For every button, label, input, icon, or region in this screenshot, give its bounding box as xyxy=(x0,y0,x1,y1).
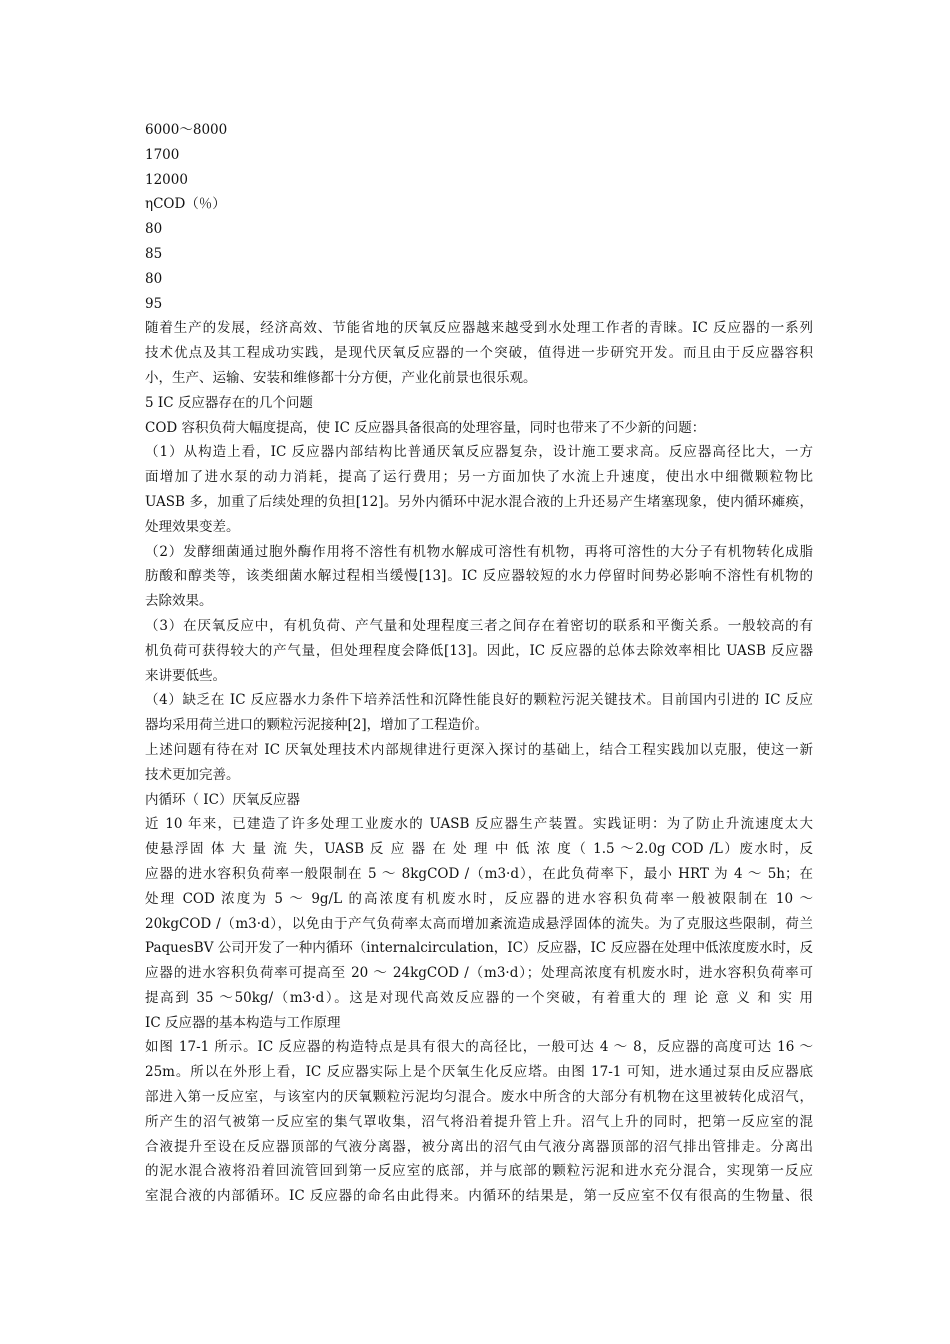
text-line: 1700 xyxy=(145,146,180,163)
text-line: 的泥水混合液将沿着回流管回到第一反应室的底部，并与底部的颗粒污泥和进水充分混合，实现第一反应 xyxy=(145,1163,813,1180)
text-line: 面增加了进水泵的动力消耗，提高了运行费用；另一方面加快了水流上升速度，使出水中细微颗粒物比 xyxy=(145,469,813,486)
text-line: 使悬浮固 体 大 量 流 失，UASB 反 应 器 在 处 理 中 低 浓 度（ 1.5 ～2.0g COD /L）废水时，反 xyxy=(145,841,813,858)
document-body xyxy=(145,118,813,1209)
text-line: 技术更加完善。 xyxy=(145,766,240,783)
text-line: （1）从构造上看，IC 反应器内部结构比普通厌氧反应器复杂，设计施工要求高。反应器高径比大，一方 xyxy=(145,444,813,461)
text-line: 器均采用荷兰进口的颗粒污泥接种[2]，增加了工程造价。 xyxy=(145,717,489,734)
text-line: 所产生的沼气被第一反应室的集气罩收集，沼气将沿着提升管上升。沼气上升的同时，把第一反应室的混 xyxy=(145,1113,813,1130)
text-line: 95 xyxy=(145,295,163,312)
text-line: 应器的进水容积负荷率可提高至 20 ～ 24kgCOD /（m3·d）；处理高浓度有机废水时，进水容积负荷率可 xyxy=(145,965,813,982)
text-line: 近 10 年来，已建造了许多处理工业废水的 UASB 反应器生产装置。实践证明：为了防止升流速度太大 xyxy=(145,816,813,833)
text-line: （3）在厌氧反应中，有机负荷、产气量和处理程度三者之间存在着密切的联系和平衡关系。一般较高的有 xyxy=(145,617,813,634)
text-line: 20kgCOD /（m3·d），以免由于产气负荷率太高而增加紊流造成悬浮固体的流失。为了克服这些限制，荷兰 xyxy=(145,915,813,932)
text-line: 技术优点及其工程成功实践，是现代厌氧反应器的一个突破，值得进一步研究开发。而且由于反应器容积 xyxy=(145,345,813,362)
text-line: IC 反应器的基本构造与工作原理 xyxy=(145,1014,341,1031)
text-line: 6000～8000 xyxy=(145,122,228,138)
text-line: （2）发酵细菌通过胞外酶作用将不溶性有机物水解成可溶性有机物，再将可溶性的大分子有机物转化成脂 xyxy=(145,543,813,560)
text-line: 85 xyxy=(145,245,163,262)
text-line: 80 xyxy=(145,221,163,238)
text-line: 内循环（ IC）厌氧反应器 xyxy=(145,791,300,808)
text-line: 处理效果变差。 xyxy=(145,518,240,535)
text-line: （4）缺乏在 IC 反应器水力条件下培养活性和沉降性能良好的颗粒污泥关键技术。目前国内引进的 IC 反应 xyxy=(145,692,813,709)
text-line: 处理 COD 浓度为 5 ～ 9g/L 的高浓度有机废水时，反应器的进水容积负荷率一般被限制在 10 ～ xyxy=(145,890,813,907)
text-line: 来讲要低些。 xyxy=(145,667,226,684)
text-line: 肪酸和醇类等，该类细菌水解过程相当缓慢[13]。IC 反应器较短的水力停留时间势必影响不溶性有机物的 xyxy=(145,568,813,585)
text-line: PaquesBV 公司开发了一种内循环（internalcirculation，IC）反应器，IC 反应器在处理中低浓度废水时，反 xyxy=(145,940,813,957)
text-line: 25m。所以在外形上看，IC 反应器实际上是个厌氧生化反应塔。由图 17-1 可知，进水通过泵由反应器底 xyxy=(145,1064,813,1081)
text-line: 12000 xyxy=(145,171,188,188)
text-line: 合液提升至设在反应器顶部的气液分离器，被分离出的沼气由气液分离器顶部的沼气排出管排走。分离出 xyxy=(145,1138,813,1155)
text-line: 提高到 35 ～50kg/（m3·d）。这是对现代高效反应器的一个突破，有着重大的 理 论 意 义 和 实 用 xyxy=(145,989,813,1006)
text-line: 如图 17-1 所示。IC 反应器的构造特点是具有很大的高径比，一般可达 4 ～ 8，反应器的高度可达 16 ～ xyxy=(145,1039,813,1056)
text-line: 去除效果。 xyxy=(145,593,213,610)
text-line: 机负荷可获得较大的产气量，但处理程度会降低[13]。因此，IC 反应器的总体去除效率相比 UASB 反应器 xyxy=(145,642,813,659)
text-line: COD 容积负荷大幅度提高，使 IC 反应器具备很高的处理容量，同时也带来了不少新的问题： xyxy=(145,419,706,436)
text-line: 部进入第一反应室，与该室内的厌氧颗粒污泥均匀混合。废水中所含的大部分有机物在这里被转化成沼气， xyxy=(145,1089,813,1106)
text-line: 应器的进水容积负荷率一般限制在 5 ～ 8kgCOD /（m3·d），在此负荷率下，最小 HRT 为 4 ～ 5h；在 xyxy=(145,865,813,882)
text-line: 80 xyxy=(145,270,163,287)
text-line: UASB 多，加重了后续处理的负担[12]。另外内循环中泥水混合液的上升还易产生堵塞现象，使内循环瘫痪， xyxy=(145,493,813,510)
text-line: ηCOD（％） xyxy=(145,196,226,213)
text-line: 随着生产的发展，经济高效、节能省地的厌氧反应器越来越受到水处理工作者的青睐。IC 反应器的一系列 xyxy=(145,320,813,337)
text-line: 5 IC 反应器存在的几个问题 xyxy=(145,394,313,411)
text-line: 小，生产、运输、安装和维修都十分方便，产业化前景也很乐观。 xyxy=(145,369,537,386)
text-line: 室混合液的内部循环。IC 反应器的命名由此得来。内循环的结果是，第一反应室不仅有很高的生物量、很 xyxy=(145,1188,813,1205)
text-line: 上述问题有待在对 IC 厌氧处理技术内部规律进行更深入探讨的基础上，结合工程实践加以克服，使这一新 xyxy=(145,741,813,758)
